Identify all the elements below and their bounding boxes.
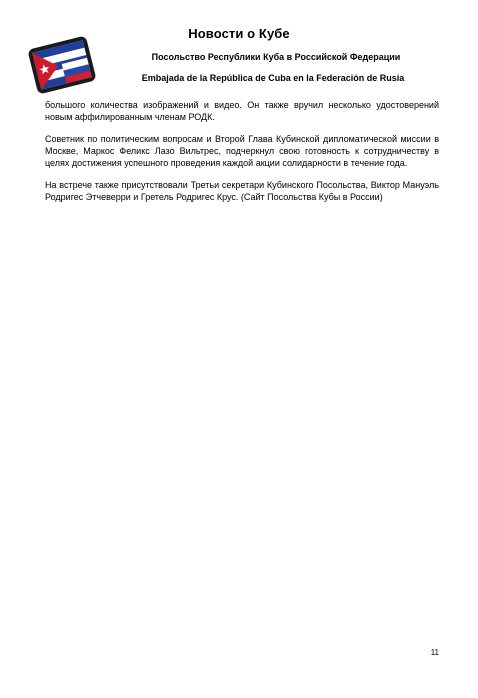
page-number: 11 <box>430 648 439 657</box>
cuba-russia-flags-logo-icon <box>24 32 100 98</box>
embassy-name-es: Embajada de la República de Cuba en la Federación de Rusia <box>141 73 405 83</box>
page-title: Новости о Кубе <box>188 26 290 41</box>
paragraph: На встрече также присутствовали Третьи секретари Кубинского Посольства, Виктор Мануэль Родригес Этчеверри и Гретель Родригес Крус. (Сайт Посольства Кубы в России) <box>45 180 439 202</box>
embassy-name-ru: Посольство Республики Куба в Российской Федерации <box>151 52 401 62</box>
paragraph: большого количества изображений и видео. Он также вручил несколько удостоверений новым аффилированным членам РОДК. <box>45 100 439 122</box>
article-body <box>45 99 439 213</box>
paragraph: Советник по политическим вопросам и Второй Глава Кубинской дипломатической миссии в Москве, Маркос Феликс Лазо Вильтрес, подчеркнул свою готовность к сотрудничеству в целях достижения успешного проведения каждой акции солидарности в течение года. <box>45 134 439 168</box>
